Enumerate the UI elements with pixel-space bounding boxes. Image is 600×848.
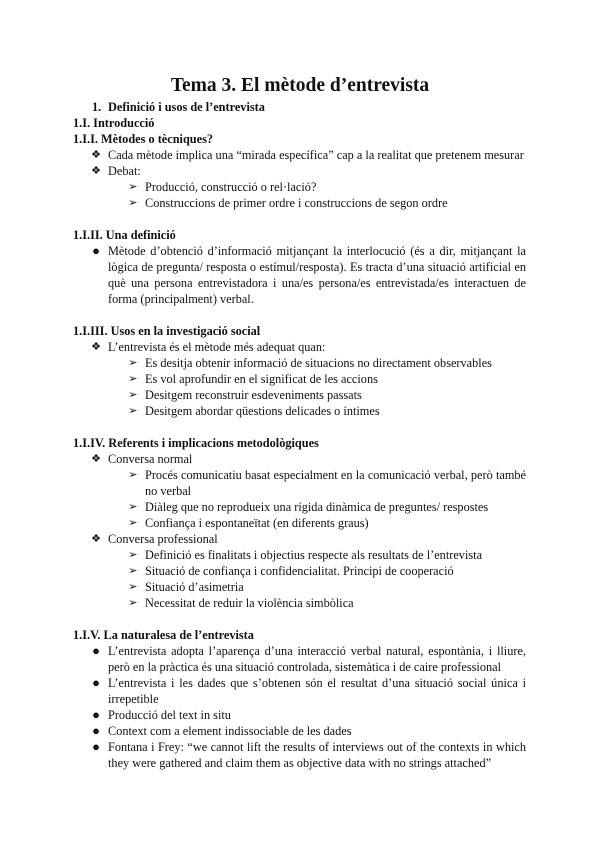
- diamond-bullet-icon: ❖: [91, 149, 101, 161]
- list-item: Context com a element indissociable de les dades: [108, 724, 352, 738]
- heading-definicio: 1.I.II. Una definició: [73, 228, 176, 242]
- sub-list-item: Es desitja obtenir informació de situacions no directament observables: [145, 356, 492, 370]
- list-item: L’entrevista adopta l’aparença d’una interacció verbal natural, espontània, i lliure,: [108, 644, 526, 658]
- list-item: L’entrevista i les dades que s’obtenen són el resultat d’una situació social única i: [108, 676, 526, 690]
- arrow-bullet-icon: ➢: [128, 501, 138, 513]
- arrow-bullet-icon: ➢: [128, 405, 138, 417]
- paragraph-line: què una persona entrevistadora i una/es persona/es entrevistada/es interactuen de: [108, 276, 526, 290]
- diamond-bullet-icon: ❖: [91, 533, 101, 545]
- round-bullet-icon: ●: [92, 723, 100, 738]
- sub-list-item: Situació de confiança i confidencialitat. Principi de cooperació: [145, 564, 454, 578]
- sub-list-item-continued: no verbal: [145, 484, 192, 498]
- sub-list-item: Es vol aprofundir en el significat de les accions: [145, 372, 378, 386]
- arrow-bullet-icon: ➢: [128, 581, 138, 593]
- document-title: Tema 3. El mètode d’entrevista: [170, 75, 430, 96]
- list-item: Fontana i Frey: “we cannot lift the results of interviews out of the contexts in which: [108, 740, 526, 754]
- sub-list-item: Confiança i espontaneïtat (en diferents graus): [145, 516, 369, 530]
- heading-metodes: 1.I.I. Mètodes o tècniques?: [73, 132, 214, 146]
- heading-introduccio: 1.I. Introducció: [73, 116, 155, 130]
- list-item: Cada mètode implica una “mirada específica” cap a la realitat que pretenem mesurar: [108, 148, 524, 162]
- list-item: Conversa professional: [108, 532, 218, 546]
- sub-list-item: Definició es finalitats i objectius respecte als resultats de l’entrevista: [145, 548, 483, 562]
- round-bullet-icon: ●: [92, 707, 100, 722]
- heading-usos: 1.I.III. Usos en la investigació social: [73, 324, 261, 338]
- sub-list-item: Procés comunicatiu basat especialment en la comunicació verbal, però també: [145, 468, 526, 482]
- list-item-continued: però en la pràctica és una situació controlada, sistemàtica i de caire professional: [108, 660, 501, 674]
- heading-naturalesa: 1.I.V. La naturalesa de l’entrevista: [73, 628, 254, 642]
- sub-list-item: Producció, construcció o rel·lació?: [145, 180, 317, 194]
- paragraph-line: Mètode d’obtenció d’informació mitjançant la interlocució (és a dir, mitjançant la: [108, 244, 526, 258]
- arrow-bullet-icon: ➢: [128, 549, 138, 561]
- round-bullet-icon: ●: [92, 739, 100, 754]
- sub-list-item: Construccions de primer ordre i construccions de segon ordre: [145, 196, 448, 210]
- sub-list-item: Diàleg que no reprodueix una rígida dinàmica de preguntes/ respostes: [145, 500, 489, 514]
- sub-list-item: Desitgem abordar qüestions delicades o íntimes: [145, 404, 380, 418]
- list-item: Producció del text in situ: [108, 708, 231, 722]
- sub-list-item: Desitgem reconstruir esdeveniments passats: [145, 388, 362, 402]
- sub-list-item: Situació d’asimetria: [145, 580, 244, 594]
- list-item: Debat:: [108, 164, 141, 178]
- arrow-bullet-icon: ➢: [128, 597, 138, 609]
- paragraph-line: lògica de pregunta/ resposta o estímul/resposta). Es tracta d’una situació artificial en: [108, 260, 526, 274]
- section-number: 1.: [92, 100, 102, 114]
- section-title: Definició i usos de l’entrevista: [108, 100, 265, 114]
- arrow-bullet-icon: ➢: [128, 373, 138, 385]
- list-item-continued: irrepetible: [108, 692, 159, 706]
- diamond-bullet-icon: ❖: [91, 453, 101, 465]
- round-bullet-icon: ●: [92, 243, 100, 258]
- arrow-bullet-icon: ➢: [128, 357, 138, 369]
- paragraph-line: forma (principalment) verbal.: [108, 292, 254, 306]
- diamond-bullet-icon: ❖: [91, 165, 101, 177]
- arrow-bullet-icon: ➢: [128, 469, 138, 481]
- list-item: L’entrevista és el mètode més adequat quan:: [108, 340, 326, 354]
- arrow-bullet-icon: ➢: [128, 517, 138, 529]
- arrow-bullet-icon: ➢: [128, 389, 138, 401]
- heading-referents: 1.I.IV. Referents i implicacions metodològiques: [73, 436, 319, 450]
- round-bullet-icon: ●: [92, 675, 100, 690]
- arrow-bullet-icon: ➢: [128, 565, 138, 577]
- round-bullet-icon: ●: [92, 643, 100, 658]
- list-item: Conversa normal: [108, 452, 193, 466]
- arrow-bullet-icon: ➢: [128, 197, 138, 209]
- sub-list-item: Necessitat de reduir la violència simbòlica: [145, 596, 354, 610]
- diamond-bullet-icon: ❖: [91, 341, 101, 353]
- list-item-continued: they were gathered and claim them as objective data with no strings attached”: [108, 756, 492, 770]
- arrow-bullet-icon: ➢: [128, 181, 138, 193]
